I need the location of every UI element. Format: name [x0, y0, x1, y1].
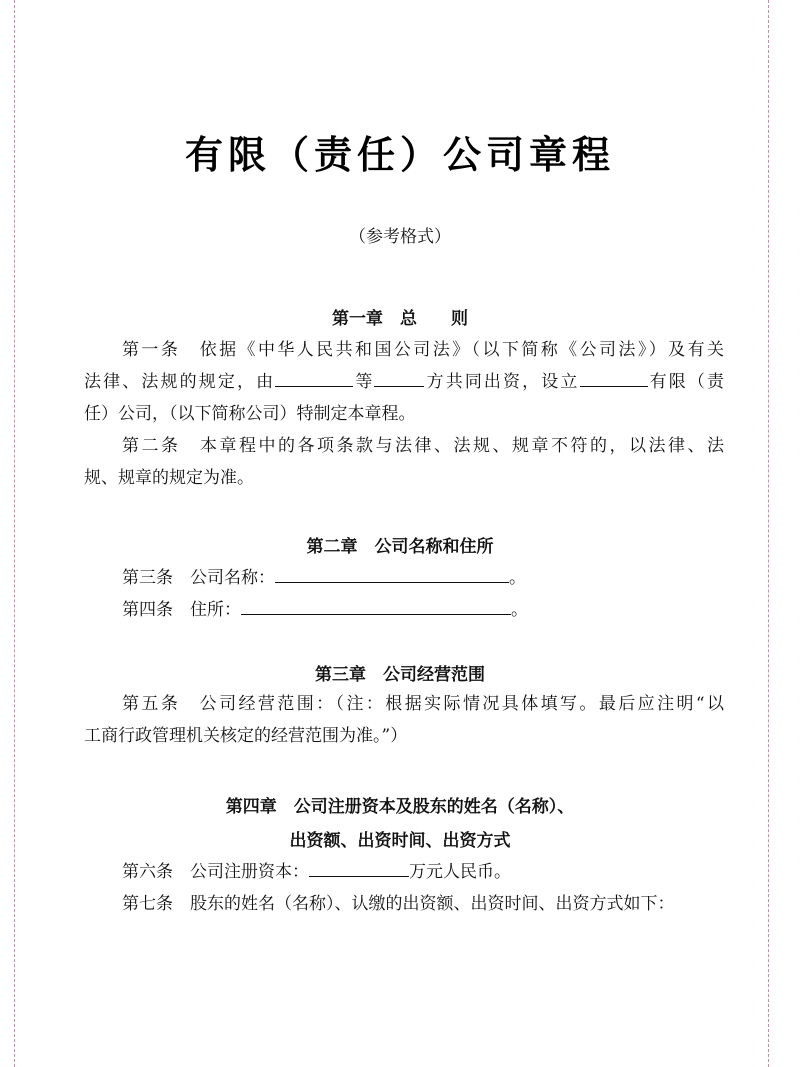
article-1-line-2 — [84, 370, 724, 394]
article-2-line-2: 规、规章的规定为准。 — [84, 468, 254, 488]
document-title: 有限（责任）公司章程 — [184, 133, 615, 177]
article-6-label: 第六条 — [122, 862, 173, 882]
article-7-label: 第七条 — [122, 894, 173, 914]
article-5-line-2: 工商行政管理机关核定的经营范围为准。”） — [84, 726, 408, 746]
article-4-end: 。 — [511, 600, 528, 620]
chapter-4-heading-line-1: 第四章 公司注册资本及股东的姓名（名称）、 — [225, 797, 575, 817]
article-2-text: 本章程中的各项条款与法律、法规、规章不符的，以法律、法 — [200, 436, 724, 456]
fill-blank-company-name[interactable] — [580, 370, 648, 387]
article-1-text: 方共同出资，设立 — [424, 372, 580, 392]
article-1-text: 等 — [353, 372, 375, 392]
article-7-line — [122, 892, 724, 916]
article-3-line — [122, 566, 724, 590]
article-4-line — [122, 598, 724, 622]
article-5-line-1 — [122, 692, 724, 716]
article-6-text: 公司注册资本： — [190, 862, 309, 882]
chapter-3-heading: 第三章 公司经营范围 — [315, 665, 485, 685]
article-3-end: 。 — [509, 568, 526, 588]
article-6-line — [122, 860, 724, 884]
article-5-text: 公司经营范围：（注：根据实际情况具体填写。最后应注明“以 — [199, 694, 725, 714]
chapter-2-heading: 第二章 公司名称和住所 — [306, 537, 494, 557]
article-4-text: 住所： — [190, 600, 241, 620]
fill-blank-company-name-field[interactable] — [275, 566, 509, 583]
article-1-line-1 — [122, 338, 724, 362]
fill-blank-founder-count[interactable] — [374, 370, 424, 387]
article-1-text: 有限（责 — [647, 372, 725, 392]
article-7-text: 股东的姓名（名称）、认缴的出资额、出资时间、出资方式如下： — [190, 894, 675, 914]
article-2-line-1 — [122, 434, 724, 458]
article-2-label: 第二条 — [122, 436, 181, 456]
fill-blank-address-field[interactable] — [241, 598, 511, 615]
article-1-line-3: 任）公司，（以下简称公司）特制定本章程。 — [84, 404, 416, 424]
document-subtitle: （参考格式） — [349, 227, 451, 247]
article-6-end: 万元人民币。 — [409, 862, 511, 882]
article-4-label: 第四条 — [122, 600, 173, 620]
article-3-label: 第三条 — [122, 568, 173, 588]
article-1-text: 依据《中华人民共和国公司法》（以下简称《公司法》）及有关 — [199, 340, 725, 360]
article-1-text: 法律、法规的规定，由 — [84, 372, 276, 392]
fill-blank-registered-capital[interactable] — [309, 860, 409, 877]
chapter-1-heading: 第一章 总 则 — [332, 309, 468, 329]
article-1-label: 第一条 — [122, 340, 181, 360]
article-5-label: 第五条 — [122, 694, 181, 714]
chapter-4-heading-line-2: 出资额、出资时间、出资方式 — [289, 831, 511, 851]
fill-blank-founder-1[interactable] — [275, 370, 353, 387]
article-3-text: 公司名称： — [190, 568, 275, 588]
